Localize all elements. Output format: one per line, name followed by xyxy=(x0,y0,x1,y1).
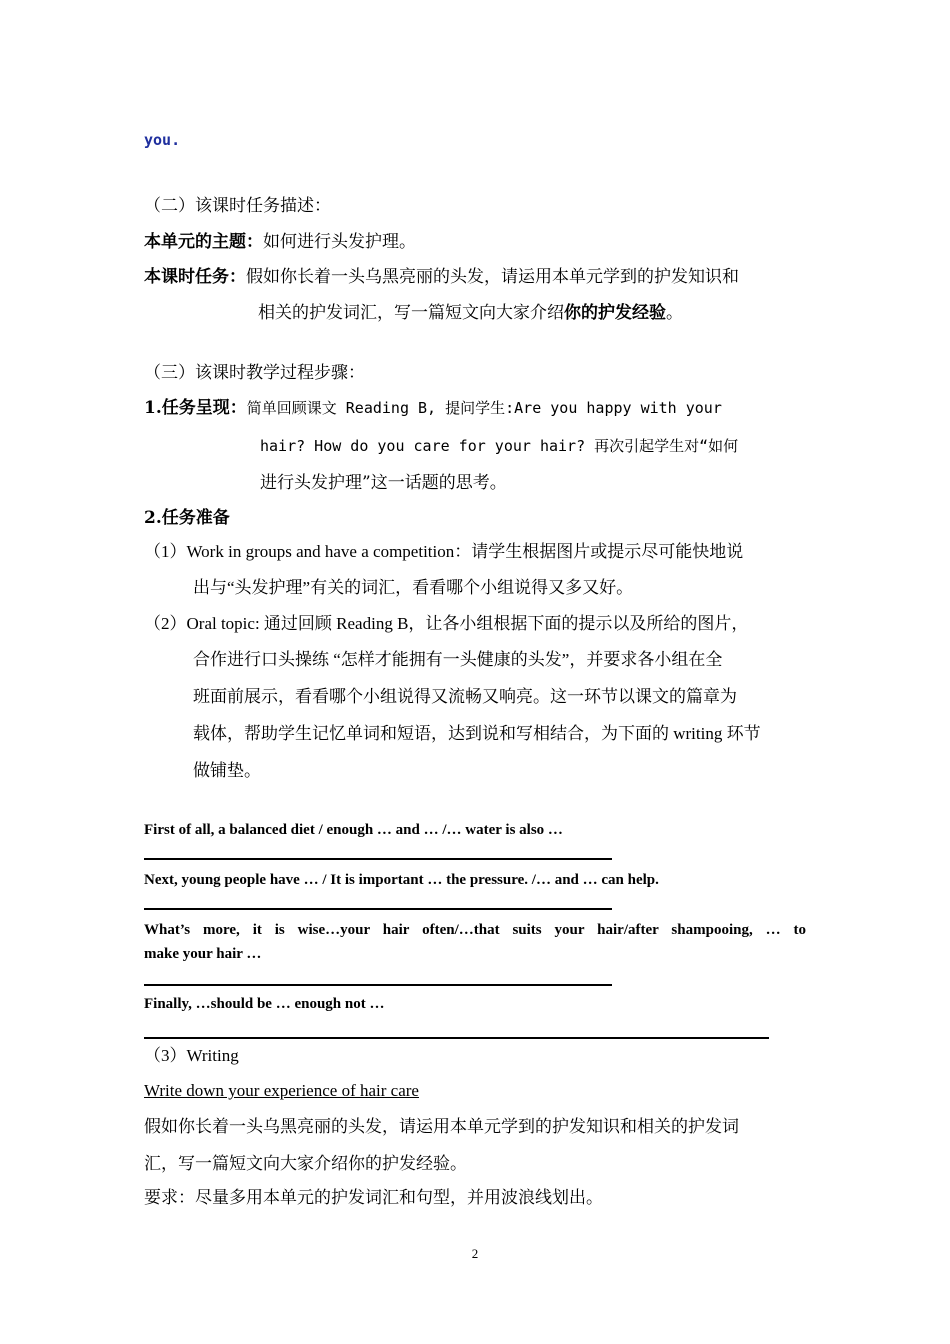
page-number: 2 xyxy=(471,1246,479,1261)
answer-line-4 xyxy=(144,1037,769,1039)
item1-line-2: 出与“头发护理”有关的词汇，看看哪个小组说得又多又好。 xyxy=(193,578,634,597)
writing-title: Write down your experience of hair care xyxy=(144,1081,419,1100)
item2-line-4: 载体，帮助学生记忆单词和短语，达到说和写相结合，为下面的 writing 环节 xyxy=(193,724,761,743)
writing-heading: （3）Writing xyxy=(144,1046,239,1065)
prompt-next: Next, young people have … / It is important … the pressure. /… and … can help. xyxy=(144,872,659,888)
prompt-whats-more: What’s more, it is wise…your hair often/…that suits your hair/after shampooing, … to xyxy=(144,922,806,938)
task-text-1: 假如你长着一头乌黑亮丽的头发，请运用本单元学到的护发知识和 xyxy=(246,267,739,287)
task-line-2 xyxy=(258,301,683,325)
step1-text-1: 简单回顾课文 Reading B, 提问学生:Are you happy with your xyxy=(246,399,722,417)
task-text-2c: 。 xyxy=(666,303,683,323)
task-line-1 xyxy=(144,265,739,289)
theme-line xyxy=(144,230,416,254)
prompt-whats-more-cont: make your hair … xyxy=(144,946,262,962)
item2-line-2: 合作进行口头操练 “怎样才能拥有一头健康的头发”，并要求各小组在全 xyxy=(193,650,723,669)
step1-label: 1.任务呈现： xyxy=(144,398,247,418)
answer-line-1 xyxy=(144,858,612,860)
answer-line-2 xyxy=(144,908,612,910)
section3-heading: （三）该课时教学过程步骤： xyxy=(144,363,365,383)
top-fragment: you. xyxy=(144,131,181,149)
task-text-2a: 相关的护发词汇，写一篇短文向大家介绍 xyxy=(258,303,564,323)
step1-line-3: 进行头发护理”这一话题的思考。 xyxy=(260,473,507,493)
step2-label: 2.任务准备 xyxy=(144,508,230,528)
item2-line-5: 做铺垫。 xyxy=(193,761,261,780)
writing-para-line-1: 假如你长着一头乌黑亮丽的头发，请运用本单元学到的护发知识和相关的护发词 xyxy=(144,1117,739,1137)
item2-line-1: （2）Oral topic: 通过回顾 Reading B，让各小组根据下面的提示以及所给的图片， xyxy=(144,614,749,633)
task-text-2b: 你的护发经验 xyxy=(564,303,666,323)
answer-line-3 xyxy=(144,984,612,986)
step1-line-2: hair? How do you care for your hair? 再次引起学生对“如何 xyxy=(260,437,739,455)
prompt-finally: Finally, …should be … enough not … xyxy=(144,996,385,1012)
item2-line-3: 班面前展示，看看哪个小组说得又流畅又响亮。这一环节以课文的篇章为 xyxy=(193,687,737,706)
section2-heading: （二）该课时任务描述： xyxy=(144,196,331,216)
prompt-first: First of all, a balanced diet / enough … and … /… water is also … xyxy=(144,822,563,838)
writing-requirement: 要求：尽量多用本单元的护发词汇和句型，并用波浪线划出。 xyxy=(144,1188,603,1208)
writing-para-line-2: 汇，写一篇短文向大家介绍你的护发经验。 xyxy=(144,1154,467,1174)
task-label: 本课时任务： xyxy=(144,267,246,287)
theme-label: 本单元的主题： xyxy=(144,232,263,252)
theme-text: 如何进行头发护理。 xyxy=(263,232,416,252)
step1-line-1 xyxy=(144,396,722,420)
item1-line-1: （1）Work in groups and have a competition：请学生根据图片或提示尽可能快地说 xyxy=(144,542,744,561)
